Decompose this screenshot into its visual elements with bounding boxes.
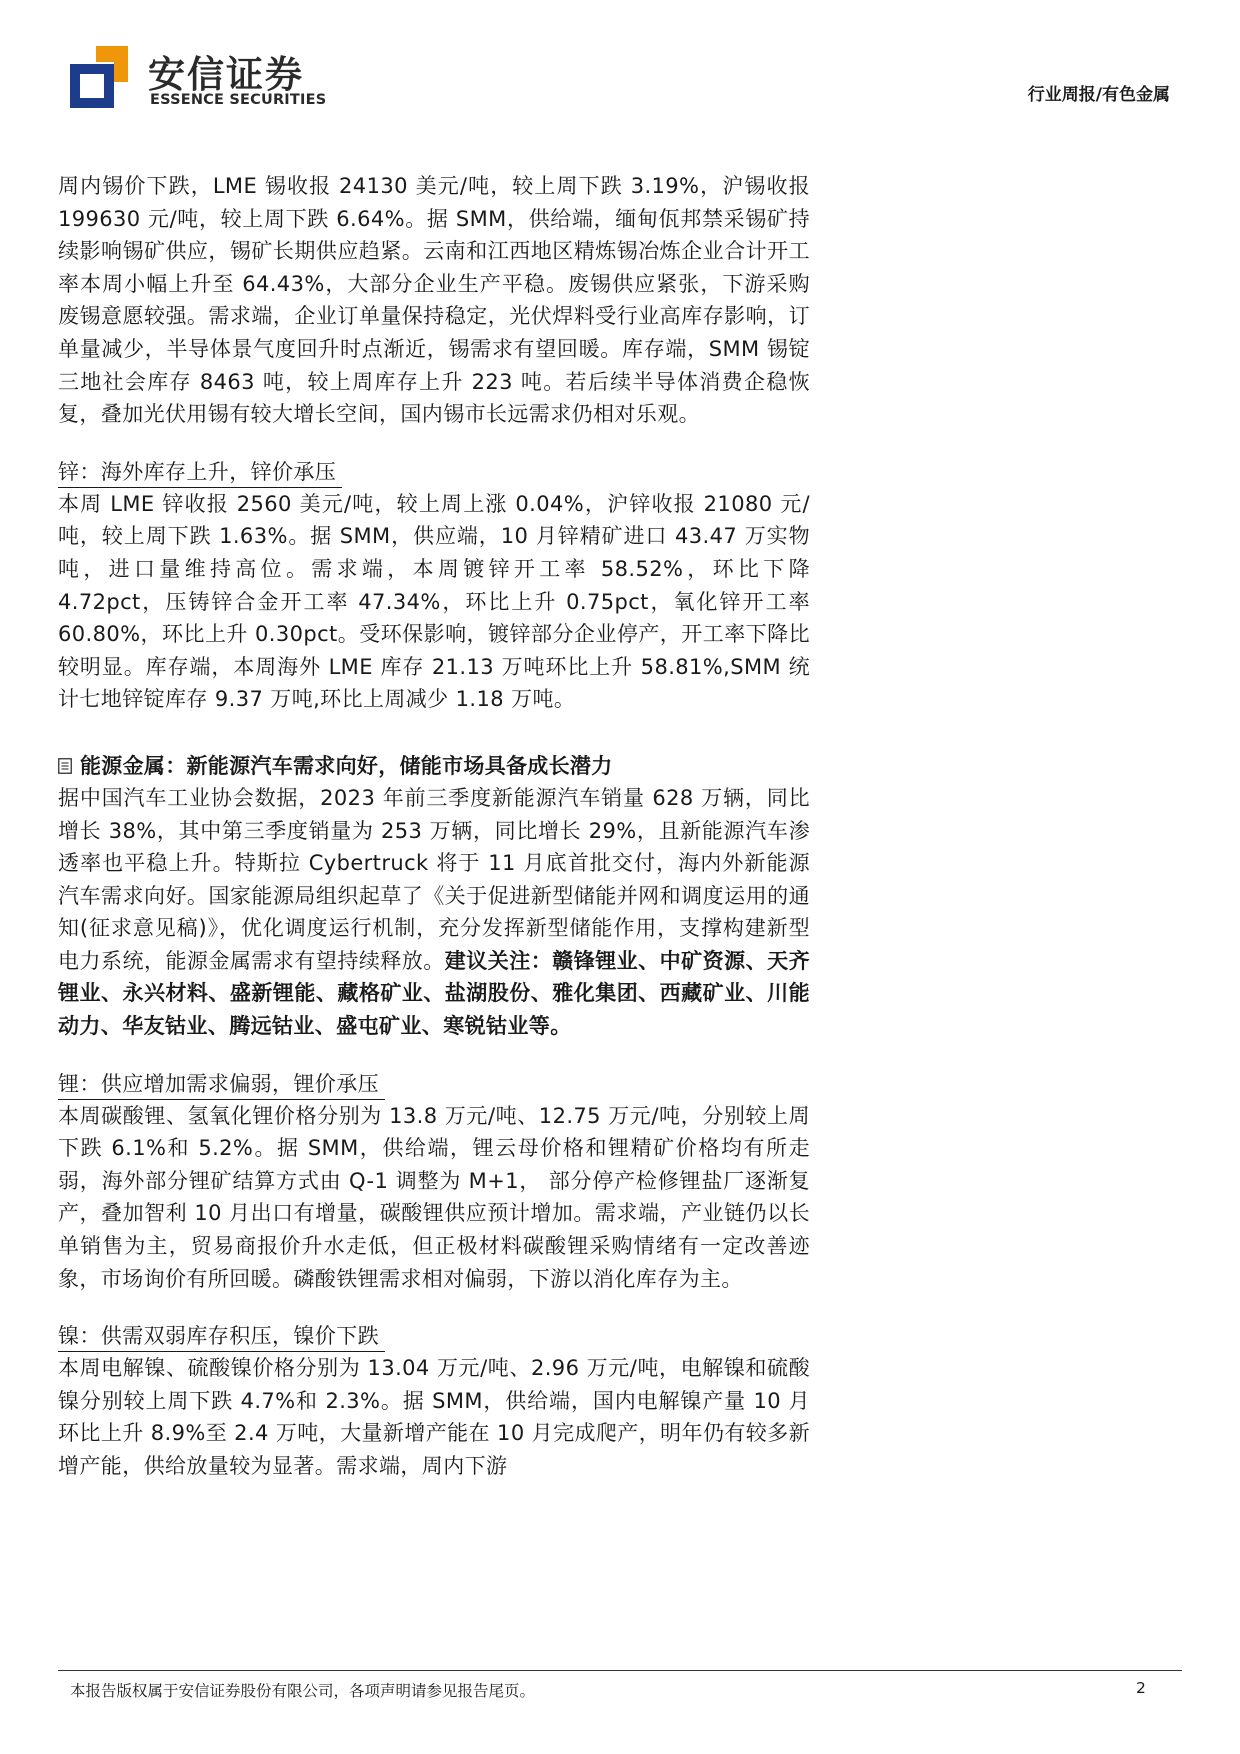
nickel-heading: 镍：供需双弱库存积压，镍价下跌 [58,1321,385,1352]
tin-paragraph: 周内锡价下跌，LME 锡收报 24130 美元/吨，较上周下跌 3.19%，沪锡收报 199630 元/吨，较上周下跌 6.64%。据 SMM，供给端，缅甸佤邦禁采锡矿持续影响锡矿供应，锡矿长期供应趋紧。云南和江西地区精炼锡冶炼企业合计开工率本周小幅上升至 64.43%，大部分企业生产平稳。废锡供应紧张，下游采购废锡意愿较强。需求端，企业订单量保持稳定，光伏焊料受行业高库存影响，订单量减少，半导体景气度回升时点渐近，锡需求有望回暖。库存端，SMM 锡锭三地社会库存 8463 吨，较上周库存上升 223 吨。若后续半导体消费企稳恢复，叠加光伏用锡有较大增长空间，国内锡市长远需求仍相对乐观。 [58,174,810,427]
page-number: 2 [1136,1679,1146,1697]
essence-logo-icon [70,46,128,108]
report-body [58,170,810,1483]
energy-metals-title-text: 能源金属：新能源汽车需求向好，储能市场具备成长潜力 [80,753,613,778]
logo-english-name: ESSENCE SECURITIES [150,92,327,108]
energy-paragraph-text: 据中国汽车工业协会数据，2023 年前三季度新能源汽车销量 628 万辆，同比增长 38%，其中第三季度销量为 253 万辆，同比增长 29%，且新能源汽车渗透率也平稳上升。特斯拉 Cybertruck 将于 11 月底首批交付，海内外新能源汽车需求向好。国家能源局组织起草了《关于促进新型储能并网和调度运用的通知(征求意见稿)》，优化调度运行机制，充分发挥新型储能作用，支撑构建新型电力系统，能源金属需求有望持续释放。 [58,785,810,973]
zinc-paragraph: 本周 LME 锌收报 2560 美元/吨，较上周上涨 0.04%，沪锌收报 21080 元/吨，较上周下跌 1.63%。据 SMM，供应端，10 月锌精矿进口 43.47 万实物吨，进口量维持高位。需求端，本周镀锌开工率 58.52%，环比下降 4.72pct，压铸锌合金开工率 47.34%，环比上升 0.75pct，氧化锌开工率 60.80%，环比上升 0.30pct。受环保影响，镀锌部分企业停产，开工率下降比较明显。库存端，本周海外 LME 库存 21.13 万吨环比上升 58.81%,SMM 统计七地锌锭库存 9.37 万吨,环比上周减少 1.18 万吨。 [58,491,810,712]
logo-chinese-name: 安信证券 [148,53,304,96]
energy-metals-section-title [58,750,810,782]
page-header [0,0,1240,120]
zinc-heading: 锌：海外库存上升，锌价承压 [58,457,342,488]
document-icon [58,758,72,774]
nickel-paragraph: 本周电解镍、硫酸镍价格分别为 13.04 万元/吨、2.96 万元/吨，电解镍和硫酸镍分别较上周下跌 4.7%和 2.3%。据 SMM，供给端，国内电解镍产量 10 月环比上升 8.9%至 2.4 万吨，大量新增产能在 10 月完成爬产，明年仍有较多新增产能，供给放量较为显著。需求端，周内下游 [58,1356,810,1478]
lithium-heading: 锂：供应增加需求偏弱，锂价承压 [58,1069,385,1100]
energy-paragraph [58,782,810,1043]
lithium-paragraph: 本周碳酸锂、氢氧化锂价格分别为 13.8 万元/吨、12.75 万元/吨，分别较上周下跌 6.1%和 5.2%。据 SMM，供给端，锂云母价格和锂精矿价格均有所走弱，海外部分锂矿结算方式由 Q-1 调整为 M+1， 部分停产检修锂盐厂逐渐复产，叠加智利 10 月出口有增量，碳酸锂供应预计增加。需求端，产业链仍以长单销售为主，贸易商报价升水走低，但正极材料碳酸锂采购情绪有一定改善迹象，市场询价有所回暖。磷酸铁锂需求相对偏弱，下游以消化库存为主。 [58,1103,810,1291]
energy-recommendation: 建议关注：赣锋锂业、中矿资源、天齐锂业、永兴材料、盛新锂能、藏格矿业、盐湖股份、雅化集团、西藏矿业、川能动力、华友钴业、腾远钴业、盛屯矿业、寒锐钴业等。 [58,948,810,1039]
footer-disclaimer: 本报告版权属于安信证券股份有限公司，各项声明请参见报告尾页。 [70,1682,536,1700]
report-type-label: 行业周报/有色金属 [1027,85,1170,105]
footer-divider [58,1670,1182,1671]
